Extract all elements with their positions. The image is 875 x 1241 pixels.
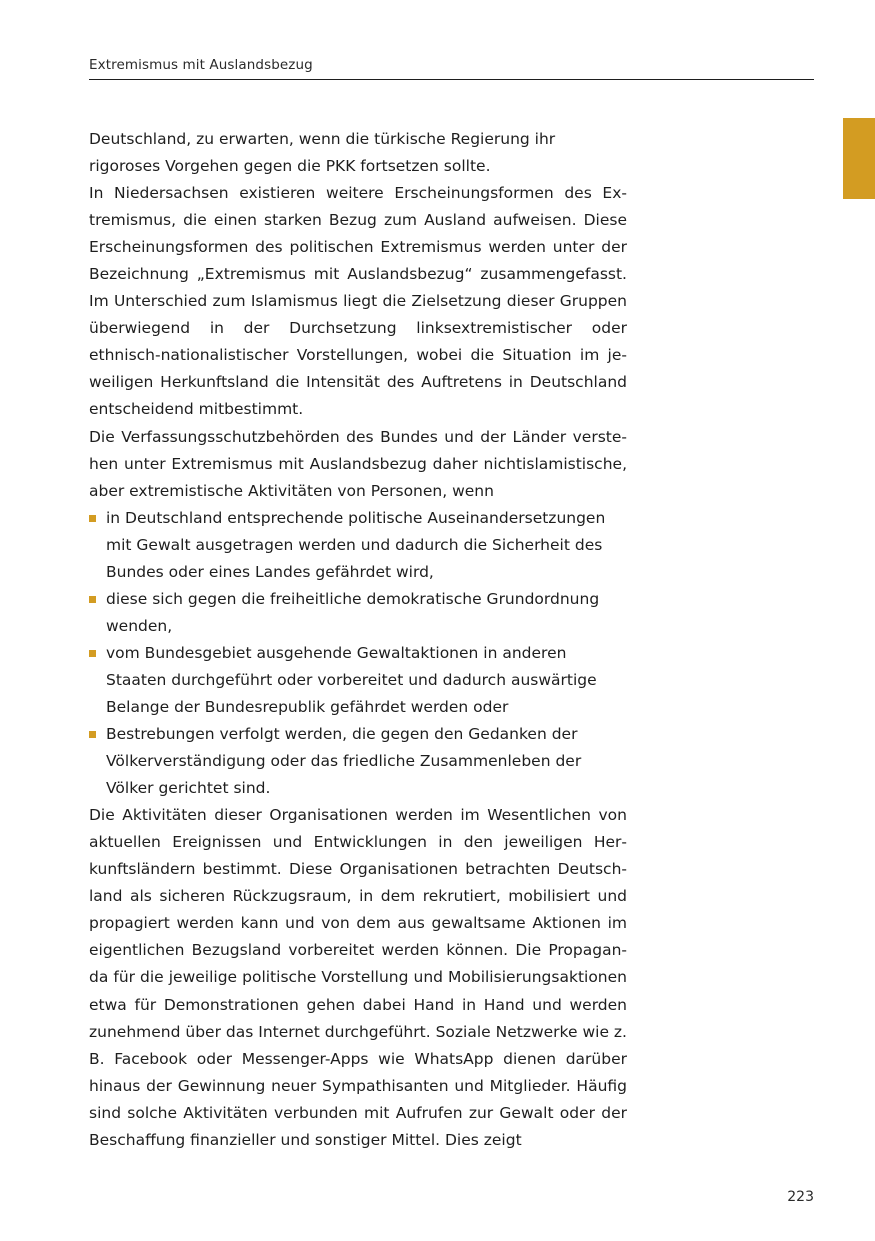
criteria-list bbox=[89, 505, 627, 803]
list-item bbox=[89, 721, 627, 802]
body-text bbox=[89, 126, 627, 1154]
list-item-text: Bestrebungen verfolgt werden, die gegen den Gedanken der Völkerverständigung oder das friedliche Zusammenleben der Völker gerichtet sind. bbox=[106, 725, 582, 798]
square-bullet-icon bbox=[89, 515, 96, 522]
running-header-title: Extremismus mit Auslandsbezug bbox=[89, 57, 313, 73]
list-item-text: diese sich gegen die freiheitliche demokratische Grundordnung wenden, bbox=[106, 589, 600, 635]
list-item bbox=[89, 640, 627, 721]
square-bullet-icon bbox=[89, 596, 96, 603]
page-number: 223 bbox=[787, 1189, 814, 1205]
header-divider bbox=[89, 79, 814, 80]
paragraph-activities: Die Aktivitäten dieser Organisationen werden im Wesentlichen von aktuellen Ereignissen und Entwicklungen in den jeweiligen Herkunftsländern bestimmt. Diese Organisationen betrachten Deutschland als sicheren Rückzugsraum, in dem rekrutiert, mobilisiert und propagiert werden kann und von dem aus gewaltsame Aktionen im eigentlichen Bezugsland vorbereitet werden können. Die Propaganda für die jeweilige politische Vorstellung und Mobilisierungsaktionen etwa für Demonstrationen gehen dabei Hand in Hand und werden zunehmend über das Internet durchgeführt. Soziale Netzwerke wie z. B. Facebook oder Messenger-Apps wie WhatsApp dienen darüber hinaus der Gewinnung neuer Sympathisanten und Mitglieder. Häufig sind solche Aktivitäten verbunden mit Aufrufen zur Gewalt oder der Beschaffung finanzieller und sonstiger Mittel. Dies zeigt bbox=[89, 806, 627, 1149]
list-item-text: in Deutschland entsprechende politische Auseinandersetzungen mit Gewalt ausgetragen werden und dadurch die Sicherheit des Bundes oder eines Landes gefährdet wird, bbox=[106, 508, 606, 581]
list-item bbox=[89, 586, 627, 640]
list-item bbox=[89, 505, 627, 586]
paragraph-definition: Die Verfassungsschutzbehörden des Bundes und der Länder verstehen unter Extremismus mit Auslandsbezug daher nichtislamistische, aber extremistische Aktivitäten von Personen, wenn bbox=[89, 427, 627, 500]
paragraph-intro: Deutschland, zu erwarten, wenn die türkische Regierung ihr rigoroses Vorgehen gegen die PKK fortsetzen sollte. bbox=[89, 130, 556, 176]
square-bullet-icon bbox=[89, 650, 96, 657]
square-bullet-icon bbox=[89, 731, 96, 738]
chapter-marker-tab bbox=[843, 118, 875, 199]
paragraph-extremism-overview: In Niedersachsen existieren weitere Erscheinungsformen des Extremismus, die einen starken Bezug zum Ausland aufweisen. Diese Erscheinungsformen des politischen Extremismus werden unter der Bezeichnung „Extremismus mit Auslandsbezug“ zusammengefasst. Im Unterschied zum Islamismus liegt die Zielsetzung dieser Gruppen überwiegend in der Durchsetzung linksextremistischer oder ethnisch-nationalistischer Vorstellungen, wobei die Situation im jeweiligen Herkunftsland die Intensität des Auftretens in Deutschland entscheidend mitbestimmt. bbox=[89, 184, 627, 419]
list-item-text: vom Bundesgebiet ausgehende Gewaltaktionen in anderen Staaten durchgeführt oder vorbereitet und dadurch auswärtige Belange der Bundesrepublik gefährdet werden oder bbox=[106, 643, 597, 716]
